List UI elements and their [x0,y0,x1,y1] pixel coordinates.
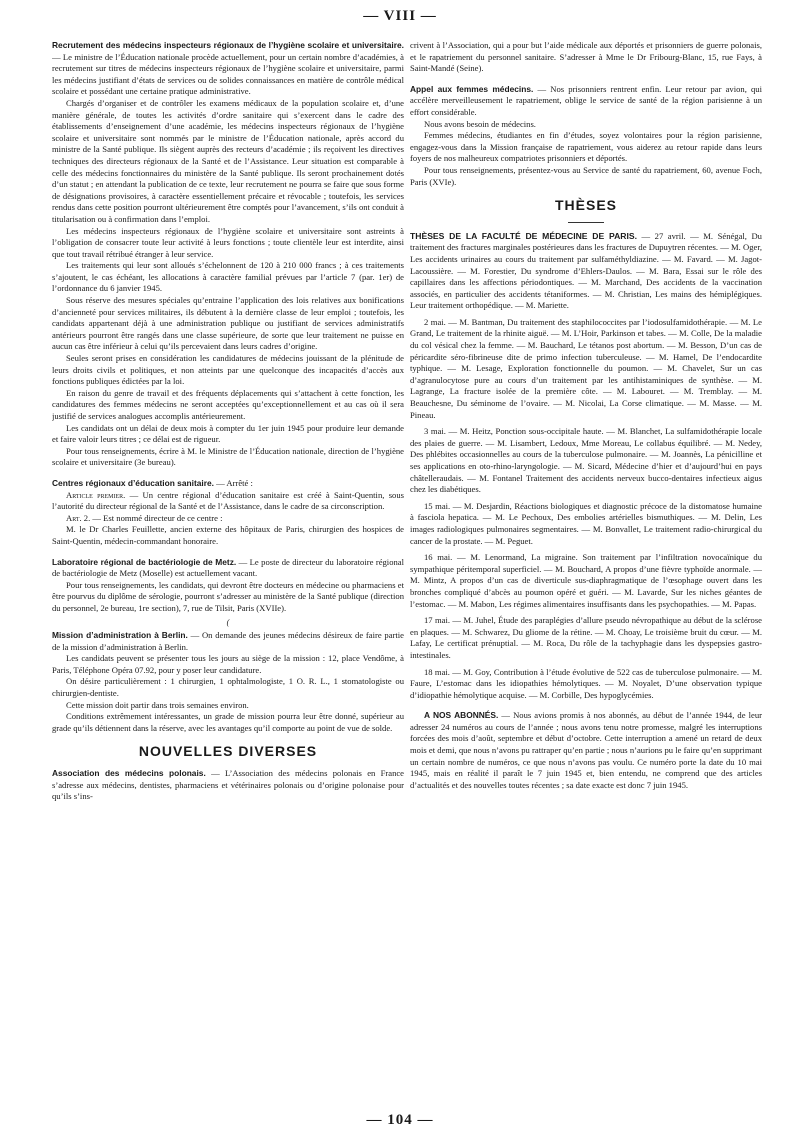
paragraph: En raison du genre de travail et des fréquents déplacements qui s’attachent à cette fonction, les candidatures des femmes médecins ne seront acceptées qu’exceptionnellement et au cas où il sera justifié de services analogues accomplis antérieurement. [52,387,404,421]
stray-mark: ( [226,617,230,627]
heading-theses: THÈSES DE LA FACULTÉ DE MÉDECINE DE PARIS. [410,230,638,241]
section-rule [568,222,604,223]
paragraph: Conditions extrêmement intéressantes, un grade de mission pourra leur être donné, supérieur au grade qu’ils détiennent dans la réserve, avec les avantages qu’il comporte au point de vue de solde. [52,711,404,733]
section-title-nouvelles: NOUVELLES DIVERSES [138,743,318,760]
paragraph-polonais: Association des médecins polonais. — L’Association des médecins polonais en France s’adresse aux médecins, dentistes, pharmaciens et vétérinaires polonais ou d’origine polonaise pour qu’ils s’ins- [52,768,404,802]
paragraph: M. le Dr Charles Feuillette, ancien externe des hôpitaux de Paris, chirurgien des hospices de Saint-Quentin, médecin-commandant honoraire. [52,524,404,546]
paragraph: Chargés d’organiser et de contrôler les examens médicaux de la population scolaire et, d’une manière générale, de toutes les activités d’ordre sanitaire qui s’exercent dans le cadre des établissements d’enseignement d’une académie, les médecins inspecteurs régionaux de l’hygiène scolaire et universitaire sont nommés par le ministre de l’Éducation nationale, après accord du ministre de la Santé publique. Ils siègent auprès des recteurs d’académie ; ils reçoivent les directives techniques des directeurs régionaux de la Santé et de l’Assistance. Leur situation est comparable à celle des médecins fonctionnaires du ministère de la Santé publique. Ils seront prochainement dotés d’un statut ; en attendant la publication de ce texte, leur recrutement ne pourra se faire que sous forme de désignations provisoires, à caractère essentiellement précaire et révocable ; toutefois, les services rendus dans cette position pourront ultérieurement être comptés pour l’avancement, s’ils ont conduit à titularisation ou à confirmation dans l’emploi. [52,97,404,224]
section-title-theses: THÈSES [554,197,617,214]
theses-3-mai: 3 mai. — M. Heitz, Ponction sous-occipitale haute. — M. Blanchet, La sulfamidothérapie locale des plaies de guerre. — M. Lisambert, Ledoux, Mme Moreau, Le collabus équilibré. — M. Nedey, Des phlébites occasionnelles au cours de la tuberculose pulmonaire. — M. Joannès, La pénicilline et ses applications en oto-rhino-laryngologie. — M. Sicard, Médecine d’hier et d’aujourd’hui en pays châtelleraudais. — M. Fontanel Traitement des accidents nerveux bucco-dentaires infectieux aigus chez les diabétiques. [410,426,762,495]
paragraph: Femmes médecins, étudiantes en fin d’études, soyez volontaires pour la région parisienne, engagez-vous dans la Mission française de rapatriement, vous aiderez au retour rapide dans leurs foyers de nos malheureux compatriotes prisonniers et déportés. [410,130,762,164]
theses-16-mai: 16 mai. — M. Lenormand, La migraine. Son traitement par l’infiltration novocaïnique du sympathique péritemporal superficiel. — M. Bouchard, A propos d’une fièvre typhoïde anormale. — M. Mintz, A propos d’un cas de diverticule sus-diaphragmatique de l’œsophage ouvert dans les bronches compliqué d’abcès au poumon opéré et guéri. — M. Lavarde, Sur les niches géantes de l’estomac. — M. Mabon, Les régimes alimentaires insuffisants dans les psychopathies. — M. Papas. [410,552,762,609]
page-roman-numeral: — VIII — [363,8,437,24]
paragraph-abonnes: A NOS ABONNÉS. — Nous avions promis à nos abonnés, au début de l’année 1944, de leur adresser 24 numéros au cours de l’année ; nous avons tenu notre promesse, malgré les interruptions forcées des mois d’août, septembre et début d’octobre. Cette interruption a amené un retard de deux mois et demi, que nous n’avons pu rattraper qu’en partie ; nous n’aurions pu le faire qu’en supprimant un certain nombre de numéros, ce que nous n’avons pas voulu. Ce numéro porte la date du 10 mai 1945, mais en réalité il paraît le 7 juin 1945 et, bien entendu, ne comprend que des articles d’actualités et des nouvelles toutes récentes ; sa date exacte est donc 7 juin 1945. [410,710,762,790]
heading-abonnes: A NOS ABONNÉS. [424,710,499,721]
theses-18-mai: 18 mai. — M. Goy, Contribution à l’étude évolutive de 522 cas de tuberculose pulmonaire. — M. Faure, L’estomac dans les idiopathies hémolytiques. — M. Noyalet, D’une observation typique d’idiopathie hémolytique acquise. — M. Corbille, Des hypoglycémies. [410,666,762,700]
article-premier: Article premier. — Un centre régional d’éducation sanitaire est créé à Saint-Quentin, sous l’autorité du directeur régional de la Santé et de l’Assistance, dans le cadre de sa circonscription. [52,489,404,512]
heading-centres: Centres régionaux d’éducation sanitaire. [52,477,214,488]
paragraph-centres: Centres régionaux d’éducation sanitaire. — Arrêté : [52,477,253,488]
paragraph: Pour tous renseignements, écrire à M. le Ministre de l’Éducation nationale, direction de l’hygiène scolaire et universitaire (3e bureau). [52,445,404,468]
heading-polonais: Association des médecins polonais. [52,768,206,779]
theses-17-mai: 17 mai. — M. Juhel, Étude des paraplégies d’allure pseudo névropathique au début de la sclérose en plaques. — M. Schwarez, Du gliome de la rétine. — M. Choay, Le troisième bruit du cœur. — M. Lafay, Le certificat prénuptial. — M. Roca, Du rôle de la tachyphagie dans les dyspepsies gastro-intestinales. [410,615,762,660]
paragraph: Pour tous renseignements, présentez-vous au Service de santé du rapatriement, 60, avenue Foch, Paris (XVIe). [410,164,762,187]
paragraph: Pour tous renseignements, les candidats, qui devront être docteurs en médecine ou pharmaciens et être pourvus du diplôme de sérologie, pourront s’adresser au ministère de la Santé publique (direction du personnel, 2e bureau, 1re section), 7, rue de Tilsit, Paris (XVIIe). [52,579,404,613]
paragraph-polonais-cont: crivent à l’Association, qui a pour but l’aide médicale aux déportés et prisonniers de guerre polonais, et le rapatriement du personnel sanitaire. S’adresser à Mme le Dr Fribourg-Blanc, 15, rue Fays, à Saint-Mandé (Seine). [410,40,762,74]
paragraph: On désire particulièrement : 1 chirurgien, 1 ophtalmologiste, 1 O. R. L., 1 stomatologiste ou chirurgien-dentiste. [52,676,404,699]
theses-15-mai: 15 mai. — M. Desjardin, Réactions biologiques et diagnostic précoce de la distomatose humaine à fasciola hepatica. — M. Le Pechoux, Des embolies artérielles bismuthiques. — M. Delin, Les images radiologiques pulmonaires segmentaires. — M. Bonvallet, Le traitement radio-chirurgical du cancer de la prostate. — M. Peguet. [410,500,762,546]
heading-appel: Appel aux femmes médecins. [410,83,534,94]
paragraph-appel: Appel aux femmes médecins. — Nos prisonniers rentrent enfin. Leur retour par avion, qui accélère merveilleusement le rapatriement, oblige le service de santé de la région parisienne à un effort considérable. [410,83,762,117]
paragraph: Sous réserve des mesures spéciales qu’entraine l’application des lois relatives aux bonifications d’ancienneté pour services militaires, ils débutent à la dernière classe de leur emploi ; toutefois, les candidats appartenant déjà à une administration publique ou justifiant de services administratifs antérieurs pourront être rangés dans une classe supérieure, de sorte que leur traitement ne puisse en aucun cas être inférieur à celui qu’ils percevaient dans leurs cadres d’origine. [52,295,404,352]
article-2: Art. 2. — Est nommé directeur de ce centre : [66,512,223,523]
paragraph-berlin: Mission d’administration à Berlin. — On demande des jeunes médecins désireux de faire partie de la mission d’administration à Berlin. [52,630,404,652]
right-column [410,40,762,1088]
heading-recrutement: Recrutement des médecins inspecteurs régionaux de l’hygiène scolaire et universitaire. [52,40,404,50]
theses-27-avril: THÈSES DE LA FACULTÉ DE MÉDECINE DE PARIS. — 27 avril. — M. Sénégal, Du traitement des fractures marginales postérieures dans les fractures de Dupuytren récentes. — M. Oger, Les accidents urinaires au cours du traitement par sulfaméthyldiazine. — M. Favard. — M. Jagot-Lacoussière. — M. Forestier, Du syndrome d’Ehlers-Daulos. — M. Bara, Essai sur le rôle des capillaires dans les affections périodontiques. — M. Marchand, Des accidents de la vaccination associés, en particulier des accidents tétaniformes. — M. Christian, Les mains des hémiplégiques. Leur traitement orthopédique. — M. Mariette. [410,230,762,311]
left-column [52,40,404,1095]
paragraph: Les candidats peuvent se présenter tous les jours au siège de la mission : 12, place Vendôme, à Paris, Téléphone Opéra 07.92, pour y poser leur candidature. [52,653,404,675]
theses-2-mai: 2 mai. — M. Bantman, Du traitement des staphilococcites par l’iodosulfamidothérapie. — M. Le Grand, Le traitement de la rhinite aiguë. — M. L’Hoir, Parkinson et tabes. — M. Colle, De la maladie du col vésical chez la femme. — M. Bauchard, Le tétanos post abortum. — M. Besson, D’un cas de péricardite séro-fibrineuse dite de primo infection tuberculeuse. — M. Hamel, De l’endocardite typhique. — M. Lesage, Exploration fonctionnelle du poumon. — M. Chavelet, Sur un cas d’agranulocytose pure au cours d’un traitement par les antihistaminiques de synthèse. — M. Lagrange, La fracture isolée de la première côte. — M. Labouret. — M. Tremblay. — M. Beauchesne, Du séminome de l’ovaire. — M. Nicolai, La Corse climatique. — M. Masse. — M. Pineau. [410,316,762,420]
heading-labo: Laboratoire régional de bactériologie de Metz. [52,556,237,567]
paragraph: Les candidats ont un délai de deux mois à compter du 1er juin 1945 pour produire leur demande et faire valoir leurs titres ; ce délai est de rigueur. [52,422,404,445]
paragraph: Seules seront prises en considération les candidatures de médecins jouissant de la plénitude de leurs droits civils et politiques, et non atteints par une quelconque des incapacités d’accès aux fonctions publiques édictées par la loi. [52,353,404,387]
paragraph: Nous avons besoin de médecins. [424,118,536,129]
paragraph: Les traitements qui leur sont alloués s’échelonnent de 120 à 210 000 francs ; à ces traitements s’ajoutent, le cas échéant, les allocations à caractère familial prévues par l’article 7 (par. 1er) de l’ordonnance du 6 janvier 1945. [52,260,404,294]
paragraph-recrutement: Recrutement des médecins inspecteurs régionaux de l’hygiène scolaire et universitaire. — Le ministre de l’Éducation nationale procède actuellement, pour un certain nombre d’académies, à recrutement sur titres de médecins inspecteurs régionaux de l’hygiène scolaire et universitaire, parmi les médecins justifiant d’états de services ou de solides connaissances en matière de contrôle médical scolaire et possédant une certaine pratique administrative. [52,40,404,97]
heading-berlin: Mission d’administration à Berlin. [52,630,188,641]
paragraph: Les médecins inspecteurs régionaux de l’hygiène scolaire et universitaire sont astreints à l’obligation de consacrer toute leur activité à leurs fonctions ; toute clientèle leur est interdite, ainsi que tout travail rétribué étranger à leur service. [52,225,404,259]
page-number: — 104 — [366,1112,434,1128]
paragraph-labo: Laboratoire régional de bactériologie de Metz. — Le poste de directeur du laboratoire régional de bactériologie de Metz (Moselle) est actuellement vacant. [52,556,404,579]
paragraph: Cette mission doit partir dans trois semaines environ. [66,699,249,710]
